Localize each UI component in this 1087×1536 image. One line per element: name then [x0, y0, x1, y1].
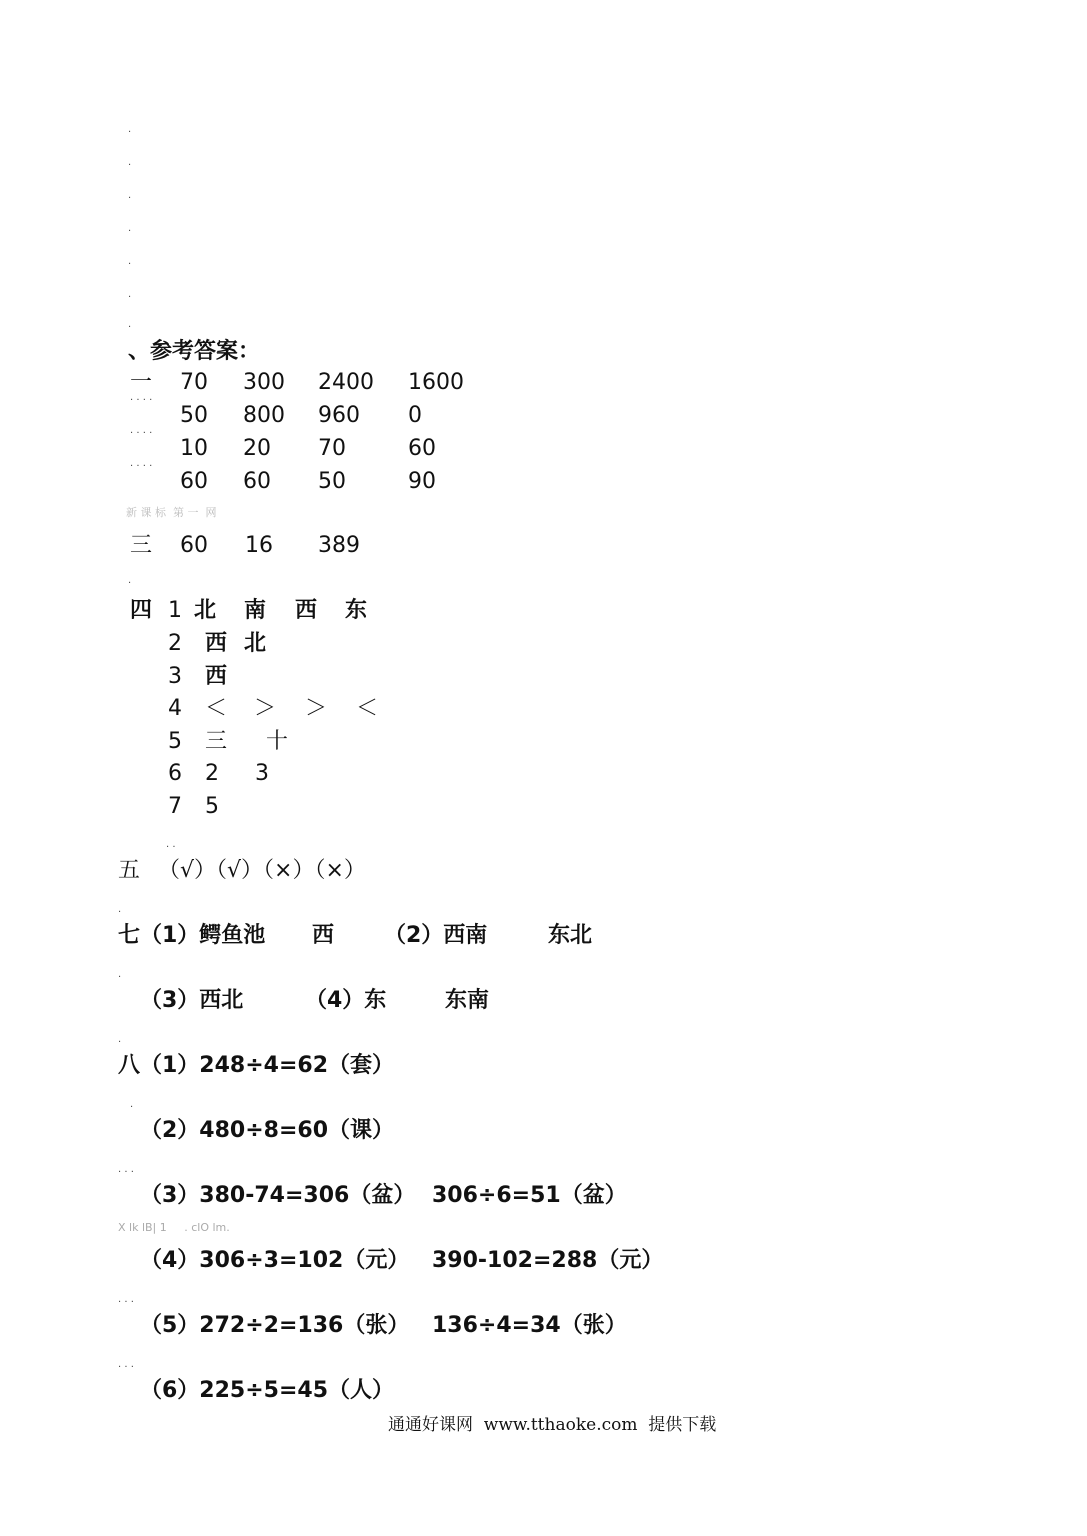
leader-dot: .	[128, 256, 132, 267]
answer-value: 800	[243, 403, 285, 428]
answer-value: 西	[205, 631, 228, 656]
answer-value: ＜	[356, 696, 379, 721]
answer-value: 70	[180, 370, 208, 395]
leader-dot: .	[128, 319, 132, 330]
answer-value: 389	[318, 533, 360, 558]
leader-dot: .	[128, 223, 132, 234]
solution-line: 136÷4=34（张）	[432, 1313, 627, 1338]
watermark-text: 新 课 标 第 一 网	[126, 506, 217, 519]
leader-dots: . . . .	[130, 425, 153, 436]
answer-value: 2400	[318, 370, 374, 395]
answer-text: （2）西南	[384, 923, 488, 948]
leader-dots: . . . .	[130, 458, 153, 469]
item-number: 4	[168, 696, 182, 721]
item-number: 5	[168, 729, 182, 754]
solution-line: （2）480÷8=60（课）	[140, 1118, 395, 1143]
answer-value: 60	[180, 533, 208, 558]
answer-value: 东	[345, 598, 368, 623]
answer-value: 北	[194, 598, 217, 623]
answer-value: 2	[205, 761, 219, 786]
section-label-1: 一	[130, 370, 153, 395]
answer-value: 3	[255, 761, 269, 786]
leader-dot: .	[118, 1034, 122, 1045]
item-number: 1	[168, 598, 182, 623]
solution-line: （3）380-74=306（盆）	[140, 1183, 416, 1208]
answer-value: 南	[244, 598, 267, 623]
answer-value: ＜	[205, 696, 228, 721]
solution-line: （6）225÷5=45（人）	[140, 1378, 395, 1403]
answer-value: 0	[408, 403, 422, 428]
answer-value: 5	[205, 794, 219, 819]
leader-dots: . . .	[118, 1359, 134, 1370]
answer-text: 东南	[445, 988, 490, 1013]
answer-value: ＞	[305, 696, 328, 721]
answer-value: 16	[245, 533, 273, 558]
answer-value: 西	[205, 664, 228, 689]
solution-line: （4）306÷3=102（元）	[140, 1248, 410, 1273]
leader-dots: . .	[166, 839, 176, 850]
answer-text: 东北	[548, 923, 593, 948]
answer-value: 十	[266, 729, 289, 754]
answer-value: 60	[180, 469, 208, 494]
section-label-4: 四	[130, 598, 153, 623]
page-heading: 、参考答案：	[128, 339, 261, 364]
item-number: 3	[168, 664, 182, 689]
answer-value: 60	[243, 469, 271, 494]
item-number: 6	[168, 761, 182, 786]
leader-dot: .	[128, 289, 132, 300]
answer-value: 300	[243, 370, 285, 395]
answer-value: 960	[318, 403, 360, 428]
leader-dot: .	[118, 904, 122, 915]
leader-dot: .	[130, 1099, 134, 1110]
answer-value: ＞	[254, 696, 277, 721]
answer-text: （1）鳄鱼池	[140, 923, 266, 948]
solution-line: （1）248÷4=62（套）	[140, 1053, 395, 1078]
leader-dot: .	[118, 969, 122, 980]
answer-value: 90	[408, 469, 436, 494]
watermark-text: X lk lB| 1 . clO lm.	[118, 1221, 230, 1234]
answer-value: 1600	[408, 370, 464, 395]
answer-value: 50	[318, 469, 346, 494]
leader-dot: .	[128, 124, 132, 135]
leader-dots: . . . .	[130, 392, 153, 403]
leader-dot: .	[128, 157, 132, 168]
answer-text: 西	[312, 923, 335, 948]
leader-dots: . . .	[118, 1164, 134, 1175]
answer-value: 三	[205, 729, 228, 754]
section-label-5: 五	[118, 858, 141, 883]
section-label-8: 八	[118, 1053, 141, 1078]
section-label-3: 三	[130, 533, 153, 558]
answer-value: 10	[180, 436, 208, 461]
answer-value: 70	[318, 436, 346, 461]
item-number: 2	[168, 631, 182, 656]
answer-text: （4）东	[305, 988, 387, 1013]
answer-value: 50	[180, 403, 208, 428]
section-label-7: 七	[118, 923, 141, 948]
solution-line: 390-102=288（元）	[432, 1248, 664, 1273]
answer-value: 西	[295, 598, 318, 623]
answer-value: 60	[408, 436, 436, 461]
leader-dot: .	[128, 190, 132, 201]
answer-value: 20	[243, 436, 271, 461]
item-number: 7	[168, 794, 182, 819]
answer-value: 北	[244, 631, 267, 656]
solution-line: 306÷6=51（盆）	[432, 1183, 627, 1208]
answer-text: （3）西北	[140, 988, 244, 1013]
solution-line: （5）272÷2=136（张）	[140, 1313, 410, 1338]
footer-credit: 通通好课网 www.tthaoke.com 提供下载	[388, 1415, 717, 1435]
leader-dots: . . .	[118, 1294, 134, 1305]
leader-dot: .	[128, 575, 132, 586]
judgement-answers: （√）（√）（×）（×）	[158, 858, 366, 883]
